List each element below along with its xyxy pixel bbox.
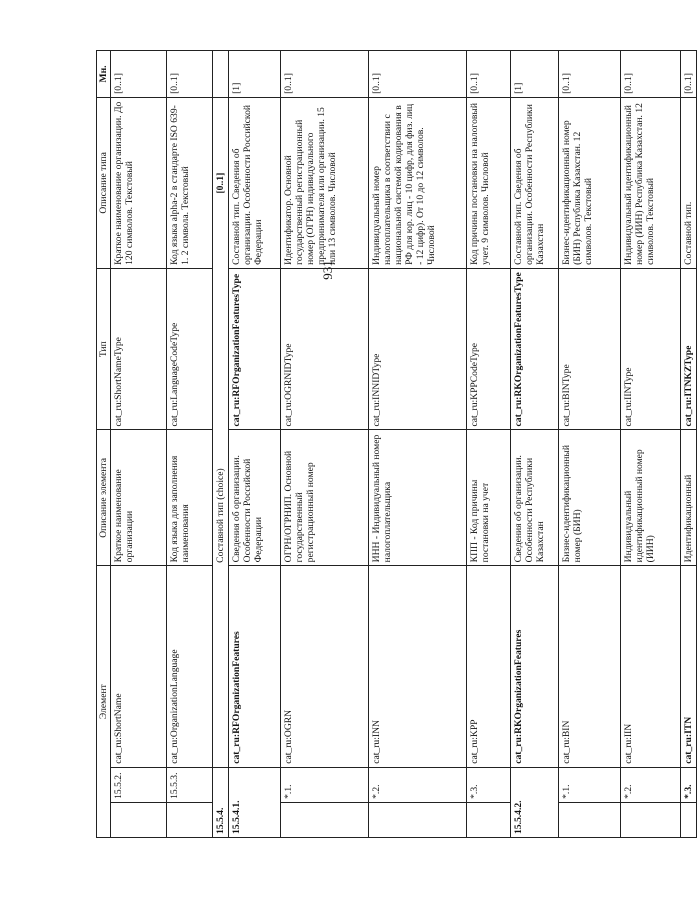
type-desc: Индивидуальный номер налогоплательщика в соответствии с национальной системой кодирования в РФ для юр. лиц - 10 цифр, для физ. лиц - 12 цифр). От 10 до 12 символов. Числовой [369, 97, 467, 268]
type-name: cat_ru:INNIDType [369, 268, 467, 430]
multiplicity: [0..1] [369, 51, 467, 98]
element-name: cat_ru:OGRN [281, 566, 369, 767]
table-row [167, 51, 213, 838]
row-number: *.3. [681, 767, 697, 802]
row-number: 15.5.4. [213, 767, 229, 837]
multiplicity: [0..1] [167, 51, 213, 98]
type-name: cat_ru:KPPCodeType [467, 268, 511, 430]
row-number: *.1. [281, 767, 369, 802]
header-element-desc: Описание элемента [97, 430, 111, 566]
element-name: cat_ru:BIN [559, 566, 621, 767]
row-empty-cell [369, 802, 467, 837]
element-desc: ИНН - Индивидуальный номер налогоплательщика [369, 430, 467, 566]
row-empty-cell [681, 802, 697, 837]
element-name: cat_ru:INN [369, 566, 467, 767]
element-name: cat_ru:IIN [621, 566, 681, 767]
rotated-page [96, 50, 695, 838]
header-mn: Мн. [97, 51, 111, 98]
element-desc: Идентификационный [681, 430, 697, 566]
multiplicity: [1] [511, 51, 559, 98]
multiplicity: [0..1] [681, 51, 697, 98]
row-empty-cell [467, 802, 511, 837]
row-number: *.2. [369, 767, 467, 802]
row-number: *.2. [621, 767, 681, 802]
multiplicity: [0..1] [281, 51, 369, 98]
table-row [213, 51, 229, 838]
row-number: 15.5.2. [111, 767, 167, 802]
type-name: cat_ru:RKOrganizationFeaturesType [511, 268, 559, 430]
row-number: 15.5.3. [167, 767, 213, 802]
element-name: cat_ru:RFOrganizationFeatures [229, 566, 281, 767]
multiplicity: [0..1] [621, 51, 681, 98]
type-name: cat_ru:ITNKZType [681, 268, 697, 430]
choice-desc: Составной тип (choice) [213, 430, 229, 566]
type-name: cat_ru:ShortNameType [111, 268, 167, 430]
table-row [111, 51, 167, 838]
choice-multiplicity: [0..1] [213, 97, 229, 268]
element-name: cat_ru:RKOrganizationFeatures [511, 566, 559, 767]
type-desc: Составной тип. Сведения об организации. Особенности Республики Казахстан [511, 97, 559, 268]
table-row [281, 51, 369, 838]
row-number: 15.5.4.2. [511, 767, 559, 837]
row-empty-cell [559, 802, 621, 837]
header-type-desc: Описание типа [97, 97, 111, 268]
multiplicity: [0..1] [111, 51, 167, 98]
element-desc: ОГРН/ОГРНИП. Основной государственный регистрационный номер [281, 430, 369, 566]
row-number: *.1. [559, 767, 621, 802]
type-desc: Код языка alpha-2 в стандарте ISO 639-1. 2 символа. Текстовый [167, 97, 213, 268]
multiplicity: [0..1] [559, 51, 621, 98]
type-desc: Индивидуальный идентификационный номер (ИИН) Республика Казахстан. 12 символов. Текстовый [621, 97, 681, 268]
type-desc: Идентификатор. Основной государственный регистрационный номер (ОГРН) индивидуального предпринимателя или организации. 15 или 13 символов. Числовой [281, 97, 369, 268]
type-desc: Бизнес-идентификационный номер (БИН) Республика Казахстан. 12 символов. Текстовый [559, 97, 621, 268]
element-desc: Сведения об организации. Особенности Республики Казахстан [511, 430, 559, 566]
type-desc: Краткое наименование организации. До 120 символов. Текстовый [111, 97, 167, 268]
element-name: cat_ru:KPP [467, 566, 511, 767]
element-desc: КПП - Код причины постановки на учет [467, 430, 511, 566]
type-desc: Код причины постановки на налоговый учет. 9 символов. Числовой [467, 97, 511, 268]
element-desc: Код языка для заполнения наименования [167, 430, 213, 566]
element-desc: Краткое наименование организации [111, 430, 167, 566]
row-empty-cell [167, 802, 213, 837]
row-empty-cell [111, 802, 167, 837]
row-empty-cell [281, 802, 369, 837]
row-number: *.3. [467, 767, 511, 802]
table-row [369, 51, 467, 838]
element-desc: Бизнес-идентификационный номер (БИН) [559, 430, 621, 566]
element-desc: Индивидуальный идентификационный номер (ИИН) [621, 430, 681, 566]
page-number: 931 [319, 260, 335, 280]
table-header [97, 51, 111, 838]
type-desc: Составной тип. Сведения об организации. Особенности Российской Федерации [229, 97, 281, 268]
table-row [511, 51, 559, 838]
type-name: cat_ru:IINType [621, 268, 681, 430]
type-name: cat_ru:BINType [559, 268, 621, 430]
multiplicity [213, 51, 229, 98]
type-name [213, 268, 229, 430]
type-name: cat_ru:LanguageCodeType [167, 268, 213, 430]
table-row [621, 51, 681, 838]
type-name: cat_ru:RFOrganizationFeaturesType [229, 268, 281, 430]
multiplicity: [0..1] [467, 51, 511, 98]
multiplicity: [1] [229, 51, 281, 98]
row-empty-cell [621, 802, 681, 837]
table-row [467, 51, 511, 838]
element-name [213, 566, 229, 767]
table-row [681, 51, 697, 838]
row-number: 15.5.4.1. [229, 767, 281, 837]
header-type: Тип [97, 268, 111, 430]
type-desc: Составной тип. [681, 97, 697, 268]
schema-table [96, 50, 697, 838]
table-row [229, 51, 281, 838]
header-element: Элемент [97, 566, 111, 838]
element-name: cat_ru:ShortName [111, 566, 167, 767]
element-name: cat_ru:ITN [681, 566, 697, 767]
element-desc: Сведения об организации. Особенности Российской Федерации [229, 430, 281, 566]
table-row [559, 51, 621, 838]
element-name: cat_ru:OrganizationLanguage [167, 566, 213, 767]
type-name: cat_ru:OGRNIDType [281, 268, 369, 430]
